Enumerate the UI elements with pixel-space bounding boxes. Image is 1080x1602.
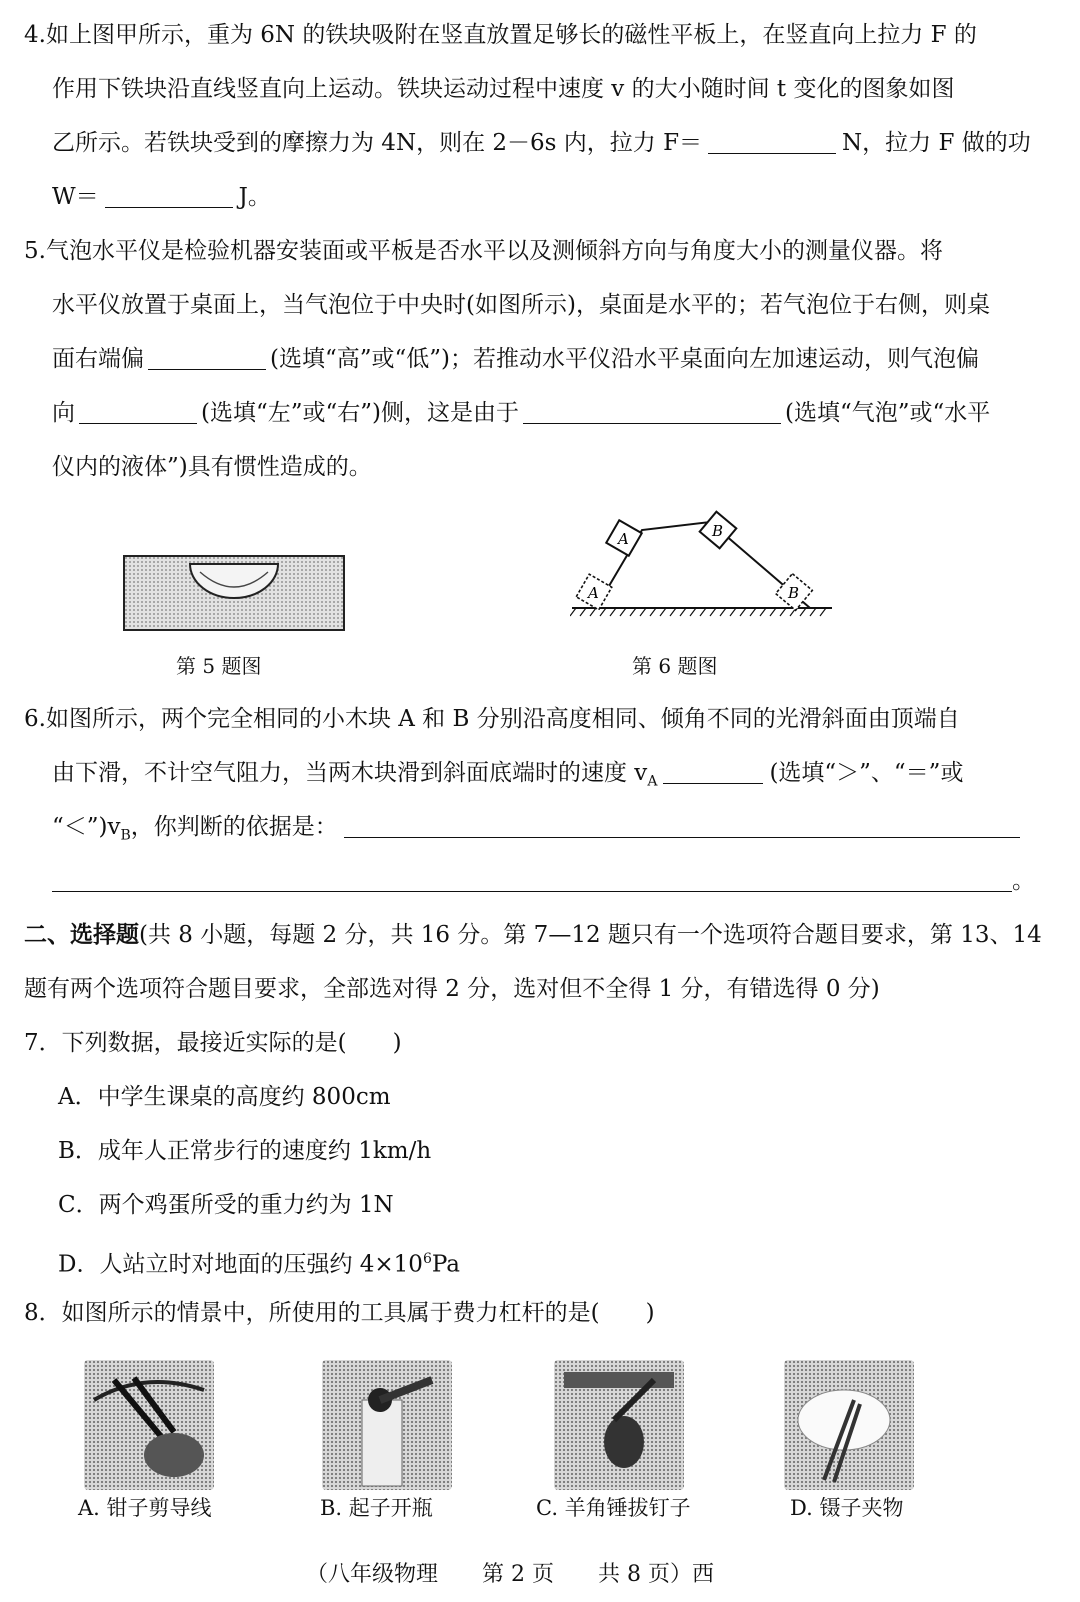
page-footer: （八年级物理 第 2 页 共 8 页）西 bbox=[306, 1562, 714, 1587]
label-a-bottom: A bbox=[588, 584, 599, 602]
tweezers-photo[interactable] bbox=[784, 1360, 914, 1490]
q4-blank-force[interactable] bbox=[708, 129, 836, 154]
q6-line-3: “$<”)v_B$，你判断的依据是： bbox=[52, 812, 1080, 851]
pliers-icon bbox=[84, 1360, 214, 1490]
fig5-caption: 第 5 题图 bbox=[176, 654, 262, 678]
q6-line-2: 由下滑，不计空气阻力，当两木块滑到斜面底端时的速度 $v_A$ (选填“＞”、“＝”或 bbox=[52, 760, 964, 790]
q5-line-2: 水平仪放置于桌面上，当气泡位于中央时(如图所示)，桌面是水平的；若气泡位于右侧，则桌 bbox=[52, 292, 990, 318]
q5-line-1: 5.气泡水平仪是检验机器安装面或平板是否水平以及测倾斜方向与角度大小的测量仪器。将 bbox=[24, 238, 943, 264]
q5-blank-high-low[interactable] bbox=[148, 345, 266, 370]
q7-option-d[interactable]: D．人站立时对地面的压强约 $4\times 10^6Pa$ bbox=[58, 1251, 461, 1278]
claw-hammer-photo[interactable] bbox=[554, 1360, 684, 1490]
bubble-level-figure bbox=[120, 552, 350, 634]
q8-option-b[interactable]: B. 起子开瓶 bbox=[320, 1496, 433, 1520]
q4-line-3: 乙所示。若铁块受到的摩擦力为 4N，则在 2－6s 内，拉力 F＝ N，拉力 F 做的功 bbox=[52, 130, 1031, 156]
section2-header: 二、选择题(共 8 小题，每题 2 分，共 16 分。第 7—12 题只有一个选项符合题目要求，第 13、14 bbox=[24, 921, 1042, 948]
q4-line-1: 4.如上图甲所示，重为 6N 的铁块吸附在竖直放置足够长的磁性平板上，在竖直向上拉力 F 的 bbox=[24, 22, 977, 48]
bottle-opener-photo[interactable] bbox=[322, 1360, 452, 1490]
pliers-cutting-wire-photo[interactable] bbox=[84, 1360, 214, 1490]
q8-stem: 8．如图所示的情景中，所使用的工具属于费力杠杆的是( ) bbox=[24, 1300, 655, 1326]
bottle-opener-icon bbox=[322, 1360, 452, 1490]
section2-instructions: 题有两个选项符合题目要求，全部选对得 2 分，选对但不全得 1 分，有错选得 0 分) bbox=[24, 976, 880, 1002]
label-b-bottom: B bbox=[788, 584, 800, 602]
q4-line-4: W＝ J。 bbox=[52, 184, 271, 210]
label-a-top: A bbox=[618, 530, 629, 548]
q6-line-4: 。 bbox=[52, 866, 1080, 896]
q8-option-a[interactable]: A. 钳子剪导线 bbox=[78, 1496, 212, 1520]
q5-blank-inertia[interactable] bbox=[523, 399, 781, 424]
q6-blank-reason-cont[interactable] bbox=[52, 867, 1012, 892]
q6-blank-reason[interactable] bbox=[344, 813, 1020, 838]
q5-blank-direction[interactable] bbox=[79, 399, 197, 424]
q8-option-c[interactable]: C. 羊角锤拔钉子 bbox=[536, 1496, 691, 1520]
q7-option-b[interactable]: B．成年人正常步行的速度约 1km/h bbox=[58, 1138, 432, 1164]
q6-blank-compare[interactable] bbox=[663, 759, 763, 784]
incline-figure bbox=[570, 508, 838, 620]
q5-line-4: 向 (选填“左”或“右”)侧，这是由于 (选填“气泡”或“水平 bbox=[52, 400, 991, 426]
q7-option-c[interactable]: C．两个鸡蛋所受的重力约为 1N bbox=[58, 1192, 394, 1218]
q7-stem: 7．下列数据，最接近实际的是( ) bbox=[24, 1030, 402, 1056]
fig6-caption: 第 6 题图 bbox=[632, 654, 718, 678]
q5-line-5: 仪内的液体”)具有惯性造成的。 bbox=[52, 454, 372, 480]
label-b-top: B bbox=[712, 522, 724, 540]
q4-blank-work[interactable] bbox=[105, 183, 233, 208]
q5-line-3: 面右端偏 (选填“高”或“低”)；若推动水平仪沿水平桌面向左加速运动，则气泡偏 bbox=[52, 346, 979, 372]
tweezers-icon bbox=[784, 1360, 914, 1490]
q8-option-d[interactable]: D. 镊子夹物 bbox=[790, 1496, 904, 1520]
q4-line-2: 作用下铁块沿直线竖直向上运动。铁块运动过程中速度 v 的大小随时间 t 变化的图象如图 bbox=[52, 76, 955, 102]
q7-option-a[interactable]: A．中学生课桌的高度约 800cm bbox=[58, 1084, 391, 1110]
hammer-icon bbox=[554, 1360, 684, 1490]
q6-line-1: 6.如图所示，两个完全相同的小木块 A 和 B 分别沿高度相同、倾角不同的光滑斜面由顶端自 bbox=[24, 706, 960, 732]
